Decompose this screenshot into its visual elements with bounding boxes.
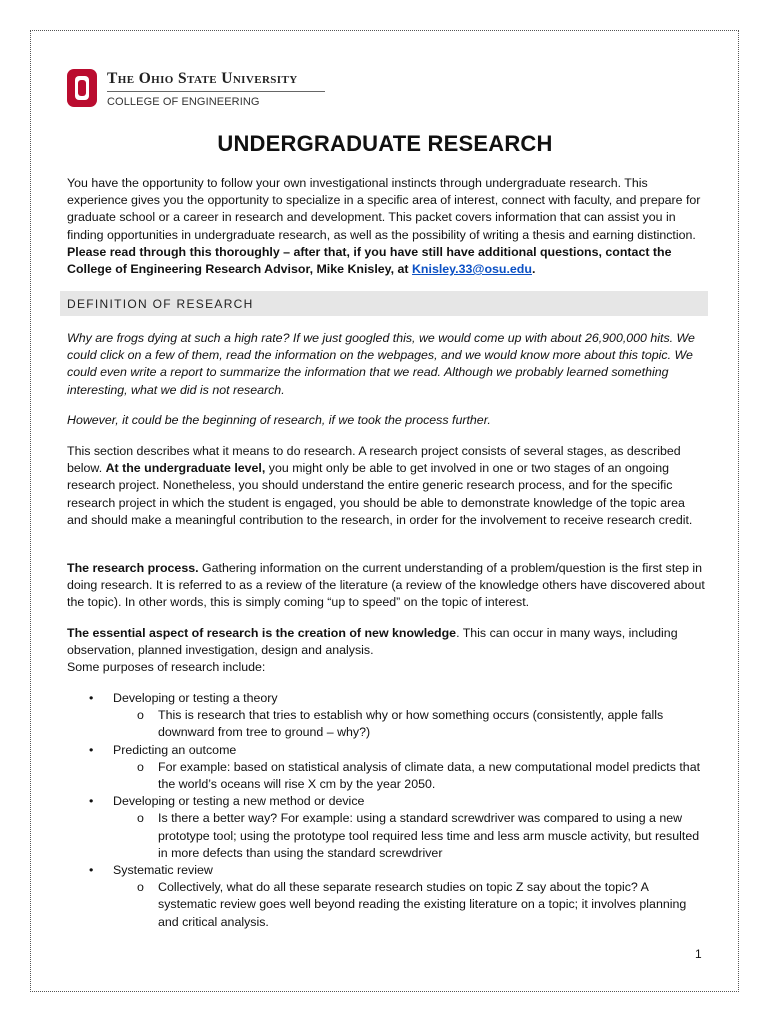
advisor-email-link[interactable]: Knisley.33@osu.edu (411, 262, 532, 277)
college-name: COLLEGE OF ENGINEERING (107, 96, 260, 108)
section-heading-bar (60, 291, 708, 316)
research-process-paragraph (67, 560, 707, 612)
list-item-text: Developing or testing a new method or device (113, 794, 365, 809)
sub-list-item-text: This is research that tries to establish why or how something occurs (consistently, apple falls downward from tree to ground – why?) (158, 708, 664, 740)
circle-bullet-icon: o (137, 759, 144, 774)
sub-list-item-text: Is there a better way? For example: using a standard screwdriver was compared to using a new prototype tool; using the prototype tool required less time and less arm muscle activity, but resulted in more defects than using the standard screwdriver (158, 811, 700, 860)
list-item-text: Developing or testing a theory (113, 691, 278, 705)
intro-text: You have the opportunity to follow your own investigational instincts through undergraduate research. This experience gives you the opportunity to specialize in a specific area of interest, connect with faculty, and prepare for graduate school or a career in research and development. This packet covers information that can assist you in finding opportunities in undergraduate research, as well as the possibility of writing a thesis and earning distinction. (67, 176, 701, 242)
section-desc-start: This section describes what it means to do research. A research project consists of several stages, as described below. (67, 444, 681, 476)
list-item (67, 862, 707, 879)
university-name: The Ohio State University (107, 70, 298, 87)
circle-bullet-icon: o (137, 811, 144, 826)
bullet-icon: • (89, 794, 94, 809)
intro-end: . (531, 262, 536, 277)
list-item-text: Predicting an outcome (113, 742, 237, 757)
section-desc-bold: At the undergraduate level, (105, 461, 266, 476)
circle-bullet-icon: o (137, 880, 144, 895)
process-bold: The research process. (67, 561, 199, 575)
section-heading: DEFINITION OF RESEARCH (67, 297, 254, 311)
purposes-intro: Some purposes of research include: (67, 660, 266, 675)
however-paragraph: However, it could be the beginning of research, if we took the process further. (67, 413, 491, 427)
list-item (67, 690, 707, 707)
document-title: UNDERGRADUATE RESEARCH (217, 131, 553, 156)
logo-divider (107, 91, 325, 92)
list-item-text: Systematic review (113, 863, 213, 878)
circle-bullet-icon: o (137, 708, 144, 723)
university-logo (67, 68, 337, 110)
sub-list-item (67, 759, 707, 793)
sub-list-item-text: For example: based on statistical analysis of climate data, a new computational model predicts that the world’s oceans will rise X cm by the year 2050. (158, 759, 701, 792)
sub-list-item (67, 707, 707, 741)
frogs-paragraph: Why are frogs dying at such a high rate? If we just googled this, we would come up with about 26,900,000 hits. We could click on a few of them, read the information on the webpages, and we would know more about this topic. We could even write a report to summarize the information that we read. Although we probably learned something interesting, what we did is not research. (67, 331, 695, 397)
page-number: 1 (695, 947, 702, 961)
bullet-icon: • (89, 863, 94, 878)
essential-rest: . This can occur in many ways, including observation, planned investigation, design and analysis. (67, 626, 678, 658)
purposes-list (67, 690, 707, 931)
sub-list-item (67, 810, 707, 862)
sub-list-item-text: Collectively, what do all these separate research studies on topic Z say about the topic? A systematic review goes well beyond reading the existing literature on a topic; it involves planning and critical analysis. (158, 880, 687, 929)
intro-bold-text: Please read through this thoroughly – after that, if you have still have additional questions, contact the College of Engineering Research Advisor, Mike Knisley, at (67, 244, 672, 277)
essential-aspect-paragraph (67, 625, 707, 677)
section-description-paragraph (67, 443, 707, 529)
section-desc-rest: you might only be able to get involved in one or two stages of an ongoing research project. Nonetheless, you should understand the entire generic research process, and for the specific research project in which the student is engaged, you should be able to demonstrate knowledge of the topic area and should make a meaningful contribution to the research, in order for the involvement to receive research credit. (67, 461, 693, 527)
essential-bold: The essential aspect of research is the creation of new knowledge (67, 626, 457, 640)
sub-list-item (67, 879, 707, 931)
process-rest: Gathering information on the current understanding of a problem/question is the first step in doing research. It is referred to as a review of the literature (a review of the knowledge others have discovered about the topic). In other words, this is simply coming “up to speed” on the topic of interest. (67, 561, 705, 610)
bullet-icon: • (89, 691, 94, 705)
block-o-icon (67, 69, 97, 107)
bullet-icon: • (89, 742, 94, 757)
list-item (67, 793, 707, 810)
intro-paragraph (67, 175, 707, 278)
list-item (67, 742, 707, 759)
